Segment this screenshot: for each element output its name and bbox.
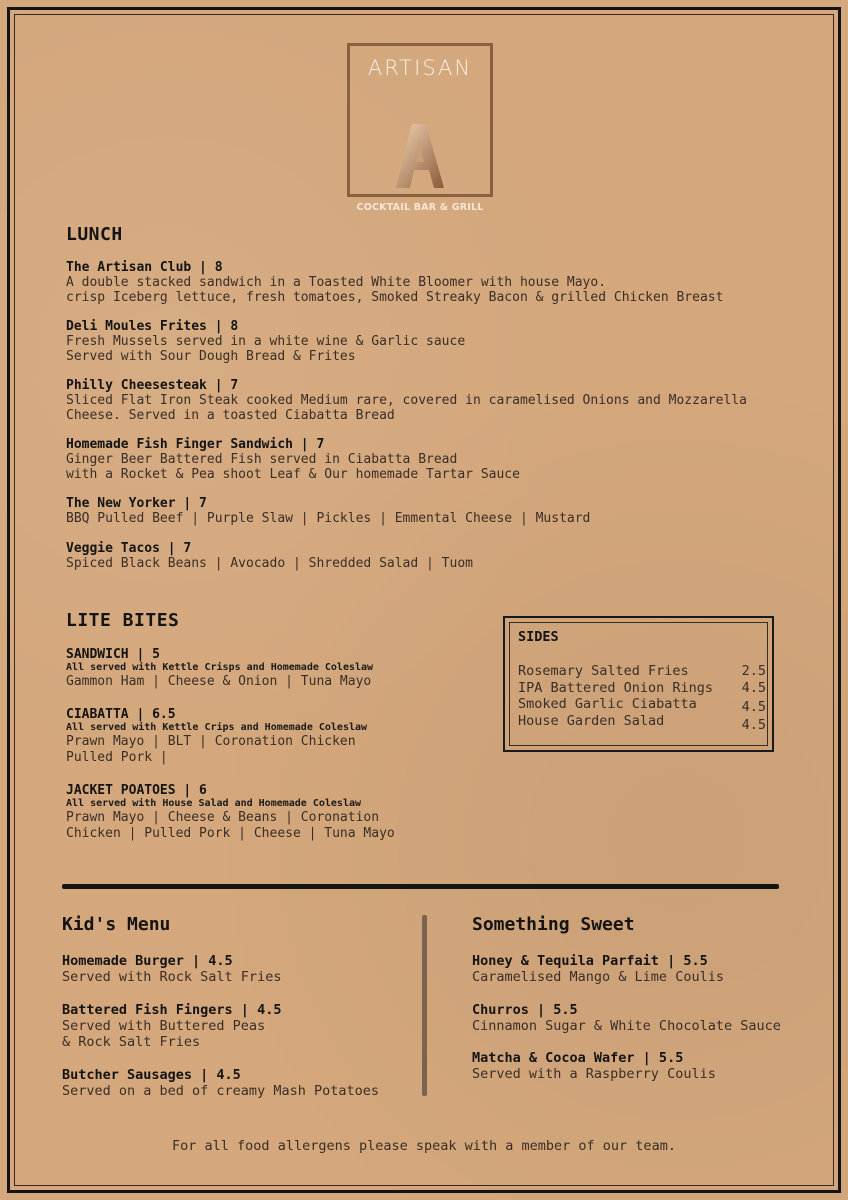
item-title: JACKET POATOES | 6 — [66, 783, 207, 798]
item-description: Prawn Mayo | Cheese & Beans | Coronation — [66, 810, 380, 825]
lunch-heading: LUNCH — [66, 224, 123, 245]
lunch-item — [66, 378, 747, 423]
sides-item-price: 4.5 — [741, 680, 766, 696]
lunch-item — [66, 541, 473, 571]
lite-bites-heading: LITE BITES — [66, 610, 180, 631]
sides-item-name: House Garden Salad — [518, 713, 665, 729]
lunch-item — [66, 496, 590, 526]
item-title: SANDWICH | 5 — [66, 647, 160, 662]
column-divider — [422, 915, 427, 1096]
item-description: Served with Sour Dough Bread & Frites — [66, 349, 356, 364]
kids-item — [62, 1067, 379, 1099]
sides-item-name: Rosemary Salted Fries — [518, 663, 689, 679]
logo-a-emblem-icon — [394, 122, 446, 190]
sides-item-price: 4.5 — [741, 717, 766, 733]
item-description: Fresh Mussels served in a white wine & Garlic sauce — [66, 334, 466, 349]
logo — [347, 43, 493, 197]
sides-item — [518, 696, 766, 715]
item-description: Spiced Black Beans | Avocado | Shredded Salad | Tuom — [66, 556, 473, 571]
sides-item-name: Smoked Garlic Ciabatta — [518, 696, 697, 712]
lite-bite-item — [66, 707, 367, 766]
item-description: BBQ Pulled Beef | Purple Slaw | Pickles | Emmental Cheese | Mustard — [66, 511, 591, 526]
item-description: Pulled Pork | — [66, 750, 168, 765]
item-description: Prawn Mayo | BLT | Coronation Chicken — [66, 734, 356, 749]
item-description: Ginger Beer Battered Fish served in Ciabatta Bread — [66, 452, 458, 467]
item-title: The Artisan Club | 8 — [66, 260, 223, 275]
item-description: Served with a Raspberry Coulis — [472, 1066, 716, 1082]
dessert-item — [472, 953, 724, 985]
lunch-item — [66, 319, 465, 364]
item-note: All served with Kettle Crips and Homemade Coleslaw — [66, 722, 368, 733]
item-description: crisp Iceberg lettuce, fresh tomatoes, Smoked Streaky Bacon & grilled Chicken Breast — [66, 290, 724, 305]
item-title: Homemade Fish Finger Sandwich | 7 — [66, 437, 325, 452]
sides-heading: SIDES — [518, 629, 559, 645]
item-description: Cinnamon Sugar & White Chocolate Sauce — [472, 1018, 781, 1034]
item-title: CIABATTA | 6.5 — [66, 707, 176, 722]
section-divider — [62, 884, 779, 889]
kids-item — [62, 953, 281, 985]
item-title: The New Yorker | 7 — [66, 496, 207, 511]
sides-item-price: 2.5 — [741, 663, 766, 679]
item-description: Served with Rock Salt Fries — [62, 969, 282, 985]
item-description: Sliced Flat Iron Steak cooked Medium rare, covered in caramelised Onions and Mozzarella — [66, 393, 747, 408]
item-title: Matcha & Cocoa Wafer | 5.5 — [472, 1050, 684, 1066]
sides-item — [518, 680, 766, 696]
item-title: Deli Moules Frites | 8 — [66, 319, 239, 334]
item-description: Served with Buttered Peas — [62, 1018, 266, 1034]
lite-bite-item — [66, 647, 373, 690]
sides-item — [518, 663, 766, 679]
lunch-item — [66, 437, 520, 482]
sides-item-name: IPA Battered Onion Rings — [518, 680, 714, 696]
item-note: All served with House Salad and Homemade Coleslaw — [66, 798, 362, 809]
logo-wordmark: ARTISAN — [367, 56, 473, 80]
item-description: with a Rocket & Pea shoot Leaf & Our homemade Tartar Sauce — [66, 467, 520, 482]
item-description: Chicken | Pulled Pork | Cheese | Tuna Mayo — [66, 826, 395, 841]
sides-item-price: 4.5 — [741, 699, 766, 715]
dessert-item — [472, 1050, 716, 1082]
item-title: Butcher Sausages | 4.5 — [62, 1067, 241, 1083]
dessert-item — [472, 1002, 781, 1034]
item-title: Churros | 5.5 — [472, 1002, 578, 1018]
item-note: All served with Kettle Crisps and Homemade Coleslaw — [66, 662, 374, 673]
item-title: Battered Fish Fingers | 4.5 — [62, 1002, 282, 1018]
item-description: A double stacked sandwich in a Toasted White Bloomer with house Mayo. — [66, 275, 607, 290]
item-title: Veggie Tacos | 7 — [66, 541, 192, 556]
item-title: Homemade Burger | 4.5 — [62, 953, 233, 969]
lite-bite-item — [66, 783, 395, 842]
item-description: Served on a bed of creamy Mash Potatoes — [62, 1083, 379, 1099]
sides-item — [518, 713, 766, 733]
item-description: Caramelised Mango & Lime Coulis — [472, 969, 724, 985]
item-description: & Rock Salt Fries — [62, 1034, 201, 1050]
kids-menu-heading: Kid's Menu — [62, 914, 171, 935]
kids-item — [62, 1002, 281, 1050]
allergen-notice: For all food allergens please speak with a member of our team. — [172, 1138, 676, 1154]
lunch-item — [66, 260, 723, 305]
dessert-heading: Something Sweet — [472, 914, 635, 935]
logo-tagline: COCKTAIL BAR & GRILL — [356, 202, 484, 213]
item-title: Honey & Tequila Parfait | 5.5 — [472, 953, 708, 969]
item-description: Cheese. Served in a toasted Ciabatta Bread — [66, 408, 395, 423]
item-description: Gammon Ham | Cheese & Onion | Tuna Mayo — [66, 674, 372, 689]
item-title: Philly Cheesesteak | 7 — [66, 378, 239, 393]
